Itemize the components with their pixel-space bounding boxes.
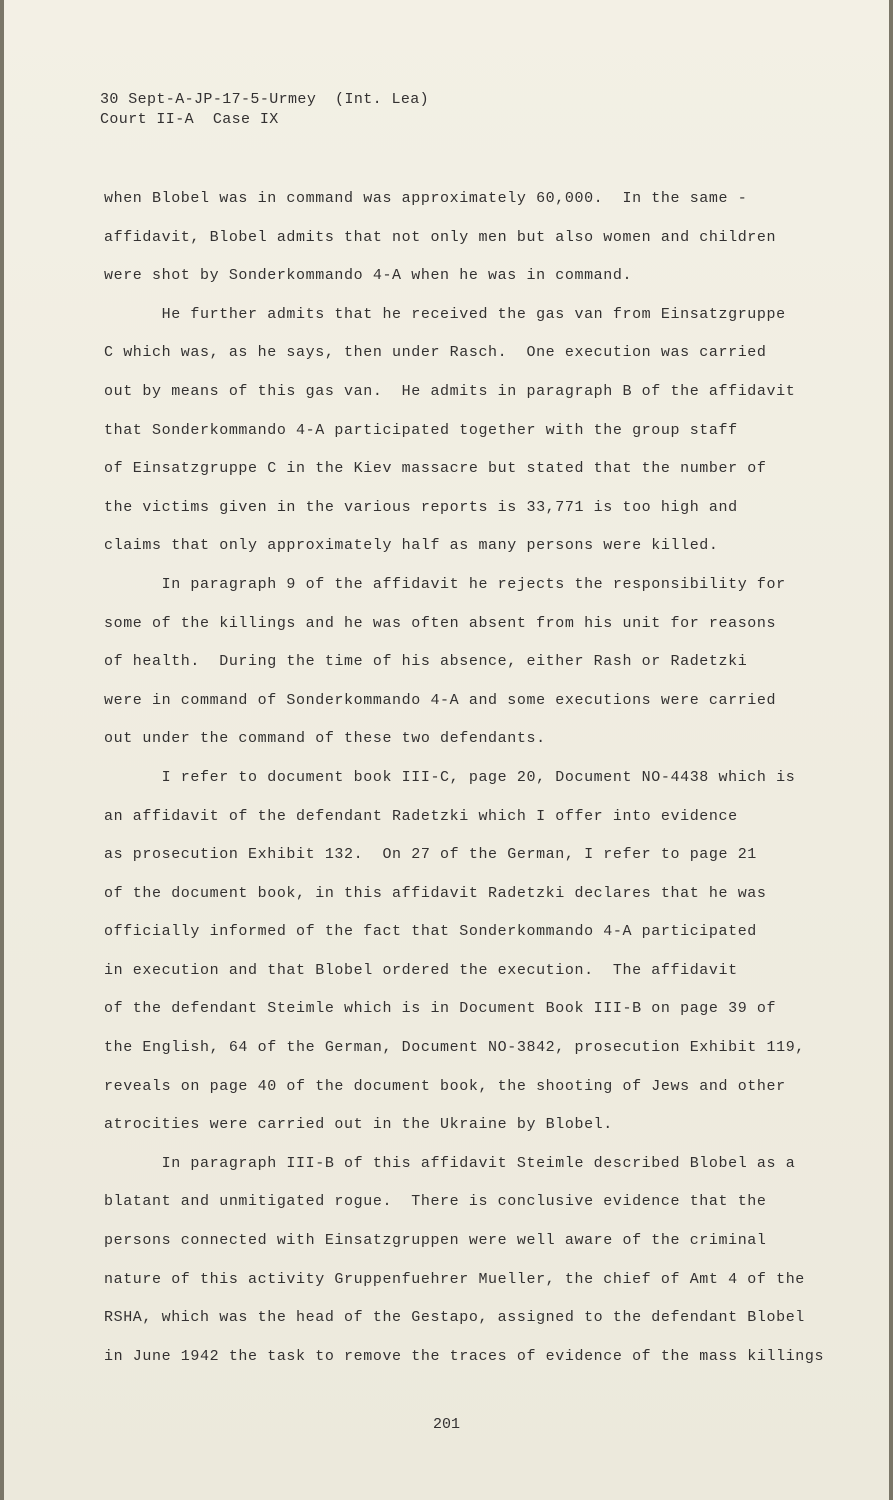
- text-line: out under the command of these two defendants.: [104, 730, 546, 748]
- text-line: of the defendant Steimle which is in Document Book III-B on page 39 of: [104, 1000, 777, 1018]
- page-number: 201: [432, 1416, 460, 1433]
- text-line: C which was, as he says, then under Rasch. One execution was carried: [104, 344, 767, 362]
- text-line: In paragraph 9 of the affidavit he rejects the responsibility for: [104, 575, 786, 593]
- text-line: the English, 64 of the German, Document NO-3842, prosecution Exhibit 119,: [104, 1039, 805, 1057]
- text-line: RSHA, which was the head of the Gestapo, assigned to the defendant Blobel: [104, 1309, 805, 1327]
- text-line: were in command of Sonderkommando 4-A and some executions were carried: [104, 691, 777, 709]
- text-line: of the document book, in this affidavit Radetzki declares that he was: [104, 884, 767, 902]
- text-line: out by means of this gas van. He admits in paragraph B of the affidavit: [104, 382, 796, 400]
- text-line: when Blobel was in command was approximately 60,000. In the same -: [104, 190, 748, 207]
- text-line: blatant and unmitigated rogue. There is conclusive evidence that the: [104, 1193, 767, 1211]
- text-line: that Sonderkommando 4-A participated together with the group staff: [104, 421, 738, 439]
- text-line: I refer to document book III-C, page 20, Document NO-4438 which is: [104, 768, 796, 786]
- page-right-edge: [889, 0, 893, 1500]
- text-line: claims that only approximately half as many persons were killed.: [104, 537, 719, 555]
- text-line: of health. During the time of his absence, either Rash or Radetzki: [104, 653, 748, 671]
- text-line: were shot by Sonderkommando 4-A when he was in command.: [104, 267, 633, 285]
- text-line: In paragraph III-B of this affidavit Steimle described Blobel as a: [104, 1154, 796, 1172]
- text-line: He further admits that he received the gas van from Einsatzgruppe: [104, 305, 786, 323]
- text-line: in execution and that Blobel ordered the execution. The affidavit: [104, 961, 738, 979]
- text-line: as prosecution Exhibit 132. On 27 of the German, I refer to page 21: [104, 846, 757, 864]
- text-line: of Einsatzgruppe C in the Kiev massacre but stated that the number of: [104, 460, 767, 478]
- transcript-body: [104, 180, 824, 1376]
- text-line: affidavit, Blobel admits that not only men but also women and children: [104, 228, 777, 246]
- text-line: reveals on page 40 of the document book, the shooting of Jews and other: [104, 1077, 786, 1095]
- text-line: some of the killings and he was often absent from his unit for reasons: [104, 614, 777, 632]
- text-line: persons connected with Einsatzgruppen were well aware of the criminal: [104, 1232, 767, 1250]
- text-line: officially informed of the fact that Sonderkommando 4-A participated: [104, 923, 757, 941]
- text-line: the victims given in the various reports is 33,771 is too high and: [104, 498, 738, 516]
- page-left-edge: [0, 0, 4, 1500]
- text-line: in June 1942 the task to remove the traces of evidence of the mass killings: [104, 1347, 825, 1365]
- header-court-case: Court II-A Case IX: [100, 111, 279, 128]
- document-header: [100, 90, 429, 130]
- text-line: atrocities were carried out in the Ukraine by Blobel.: [104, 1116, 613, 1134]
- text-line: an affidavit of the defendant Radetzki which I offer into evidence: [104, 807, 738, 825]
- text-line: nature of this activity Gruppenfuehrer Mueller, the chief of Amt 4 of the: [104, 1270, 805, 1288]
- header-transcript-id: 30 Sept-A-JP-17-5-Urmey (Int. Lea): [100, 91, 430, 108]
